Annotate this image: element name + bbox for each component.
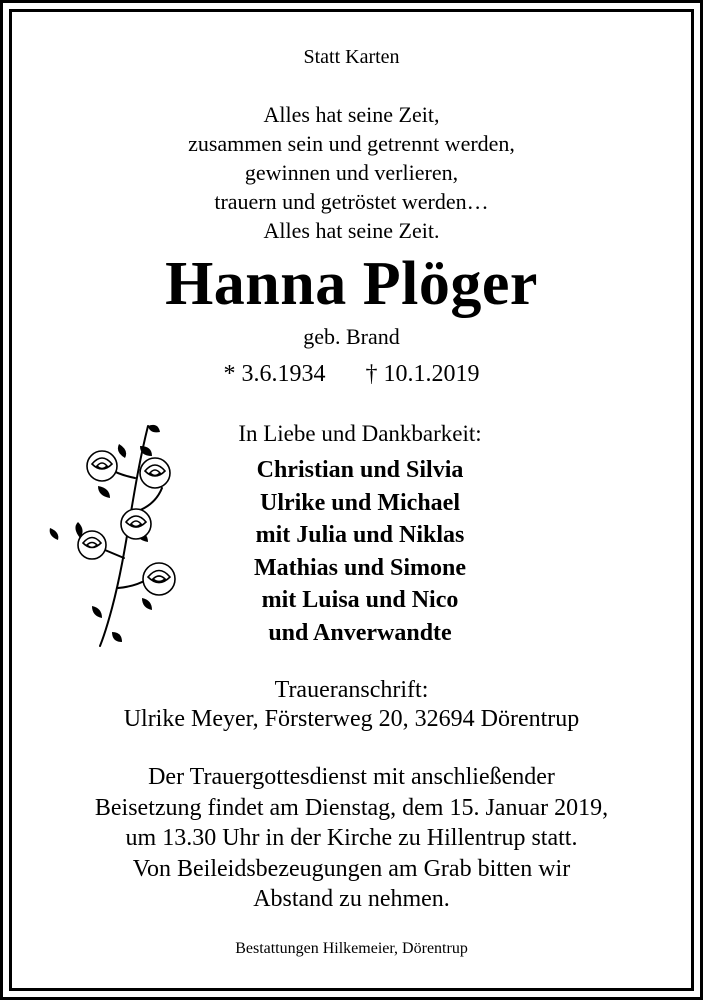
family-line: Ulrike und Michael: [259, 489, 460, 516]
service-line: Von Beileidsbezeugungen am Grab bitten wir: [132, 855, 571, 882]
service-line: Der Trauergottesdienst mit anschließender: [148, 764, 555, 790]
poem-line: trauern und getröstet werden…: [214, 189, 489, 214]
deceased-name: Hanna Plöger: [165, 250, 538, 318]
dedication: In Liebe und Dankbarkeit:: [238, 421, 482, 446]
roses-branch-icon: [40, 418, 190, 650]
poem-line: gewinnen und verlieren,: [244, 160, 459, 185]
address-label: Traueranschrift:: [274, 677, 429, 703]
birth-date: * 3.6.1934: [223, 361, 326, 387]
service-info: [0, 762, 703, 915]
undertaker: Bestattungen Hilkemeier, Dörentrup: [235, 940, 468, 957]
intro-text: Statt Karten: [303, 46, 400, 68]
service-line: Abstand zu nehmen.: [253, 886, 450, 912]
family-line: Mathias und Simone: [253, 554, 467, 581]
service-line: Beisetzung findet am Dienstag, dem 15. Januar 2019,: [94, 794, 609, 821]
mourning-address: Ulrike Meyer, Försterweg 20, 32694 Dörentrup: [123, 706, 580, 732]
poem: [0, 100, 703, 245]
poem-line: Alles hat seine Zeit.: [263, 218, 440, 243]
maiden-name: geb. Brand: [303, 324, 400, 349]
service-line: um 13.30 Uhr in der Kirche zu Hillentrup statt.: [125, 825, 578, 851]
poem-line: zusammen sein und getrennt werden,: [188, 131, 515, 156]
death-date: † 10.1.2019: [365, 361, 480, 387]
life-dates: [0, 362, 703, 386]
family-line: mit Luisa und Nico: [261, 587, 459, 613]
family-line: mit Julia und Niklas: [255, 522, 465, 548]
family-list: [190, 454, 530, 649]
poem-line: Alles hat seine Zeit,: [263, 102, 440, 127]
family-line: und Anverwandte: [268, 619, 452, 646]
family-line: Christian und Silvia: [256, 457, 464, 483]
